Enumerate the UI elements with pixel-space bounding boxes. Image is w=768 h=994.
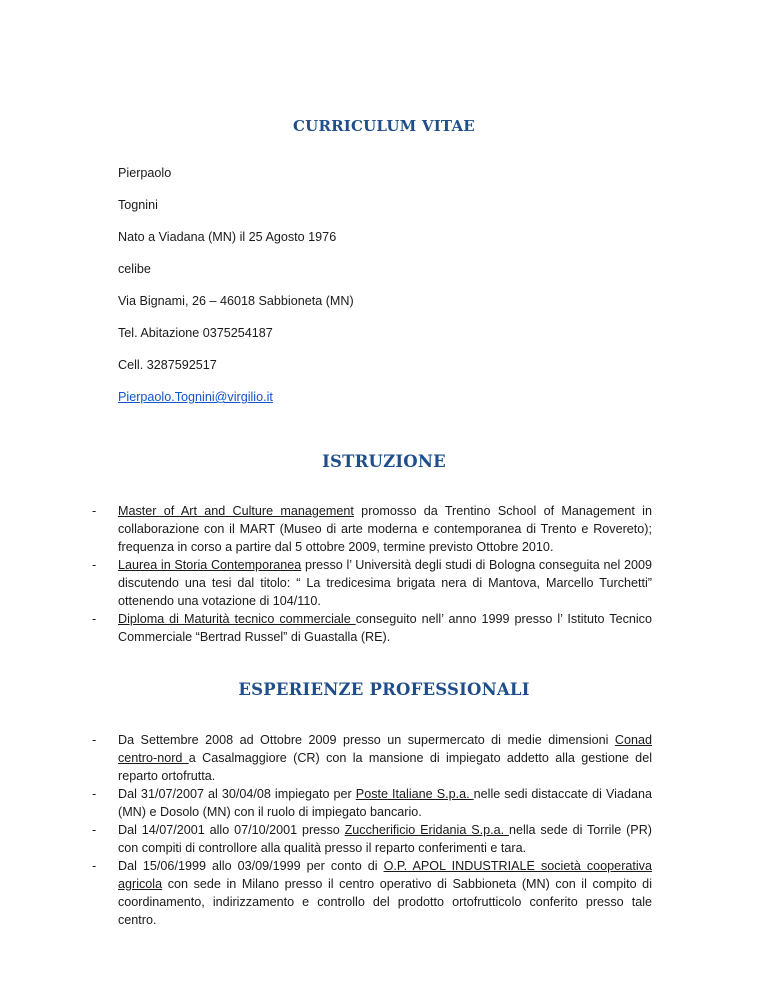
job-period: Dal 14/07/2001 allo 07/10/2001 presso [118, 823, 345, 837]
last-name: Tognini [118, 198, 158, 212]
education-list [92, 502, 652, 646]
experience-list [92, 731, 652, 929]
degree-details: presso l’ Università degli studi di Bologna conseguita nel 2009 discutendo una tesi dal titolo: “ La tredicesima brigata nera di Mantova, Marcello Turchetti” ottenendo una votazione di 104/110. [118, 558, 652, 608]
job-period: Dal 31/07/2007 al 30/04/08 impiegato per [118, 787, 356, 801]
cv-title: CURRICULUM VITAE [293, 117, 475, 135]
job-period: Dal 15/06/1999 allo 03/09/1999 per conto di [118, 859, 384, 873]
dash: - [92, 612, 97, 626]
email-link[interactable]: Pierpaolo.Tognini@virgilio.it [118, 390, 273, 404]
employer-name: Conad centro-nord [118, 733, 652, 765]
education-heading: ISTRUZIONE [322, 452, 446, 471]
employer-name: Zuccherificio Eridania S.p.a. [344, 823, 509, 837]
list-item [92, 821, 652, 857]
dash: - [92, 859, 97, 873]
mobile-phone: Cell. 3287592517 [118, 358, 217, 372]
dash: - [92, 787, 97, 801]
experience-heading: ESPERIENZE PROFESSIONALI [238, 680, 530, 699]
employer-name: O.P. APOL INDUSTRIALE società cooperativa agricola [118, 859, 652, 891]
dash: - [92, 504, 97, 518]
degree-title: Laurea in Storia Contemporanea [118, 558, 302, 572]
job-details: nella sede di Torrile (PR) con compiti di controllore alla qualità presso il reparto conferimenti e tara. [118, 823, 653, 855]
degree-details: promosso da Trentino School of Management in collaborazione con il MART (Museo di arte moderna e contemporanea di Trento e Rovereto); frequenza in corso a partire dal 5 ottobre 2009, termine previsto Ottobre 2010. [118, 504, 652, 554]
address: Via Bignami, 26 – 46018 Sabbioneta (MN) [118, 294, 354, 308]
list-item [92, 556, 652, 610]
degree-details: conseguito nell’ anno 1999 presso l’ Istituto Tecnico Commerciale “Bertrad Russel” di Guastalla (RE). [118, 612, 652, 644]
home-phone: Tel. Abitazione 0375254187 [118, 326, 273, 340]
list-item [92, 502, 652, 556]
degree-title: Diploma di Maturità tecnico commerciale [118, 612, 356, 626]
list-item [92, 610, 652, 646]
dash: - [92, 823, 97, 837]
job-details: a Casalmaggiore (CR) con la mansione di impiegato addetto alla gestione del reparto ortofrutta. [118, 751, 652, 783]
birth-info: Nato a Viadana (MN) il 25 Agosto 1976 [118, 230, 337, 244]
employer-name: Poste Italiane S.p.a. [355, 787, 474, 801]
marital-status: celibe [118, 262, 151, 276]
job-details: con sede in Milano presso il centro operativo di Sabbioneta (MN) con il compito di coordinamento, indirizzamento e controllo del prodotto ortofrutticolo conferito presso tale centro. [118, 877, 652, 927]
job-period: Da Settembre 2008 ad Ottobre 2009 presso un supermercato di medie dimensioni [118, 733, 615, 747]
first-name: Pierpaolo [118, 166, 172, 180]
list-item [92, 731, 652, 785]
job-details: nelle sedi distaccate di Viadana (MN) e Dosolo (MN) con il ruolo di impiegato bancario. [118, 787, 653, 819]
list-item [92, 785, 652, 821]
list-item [92, 857, 652, 929]
dash: - [92, 558, 97, 572]
dash: - [92, 733, 97, 747]
degree-title: Master of Art and Culture management [118, 504, 354, 518]
